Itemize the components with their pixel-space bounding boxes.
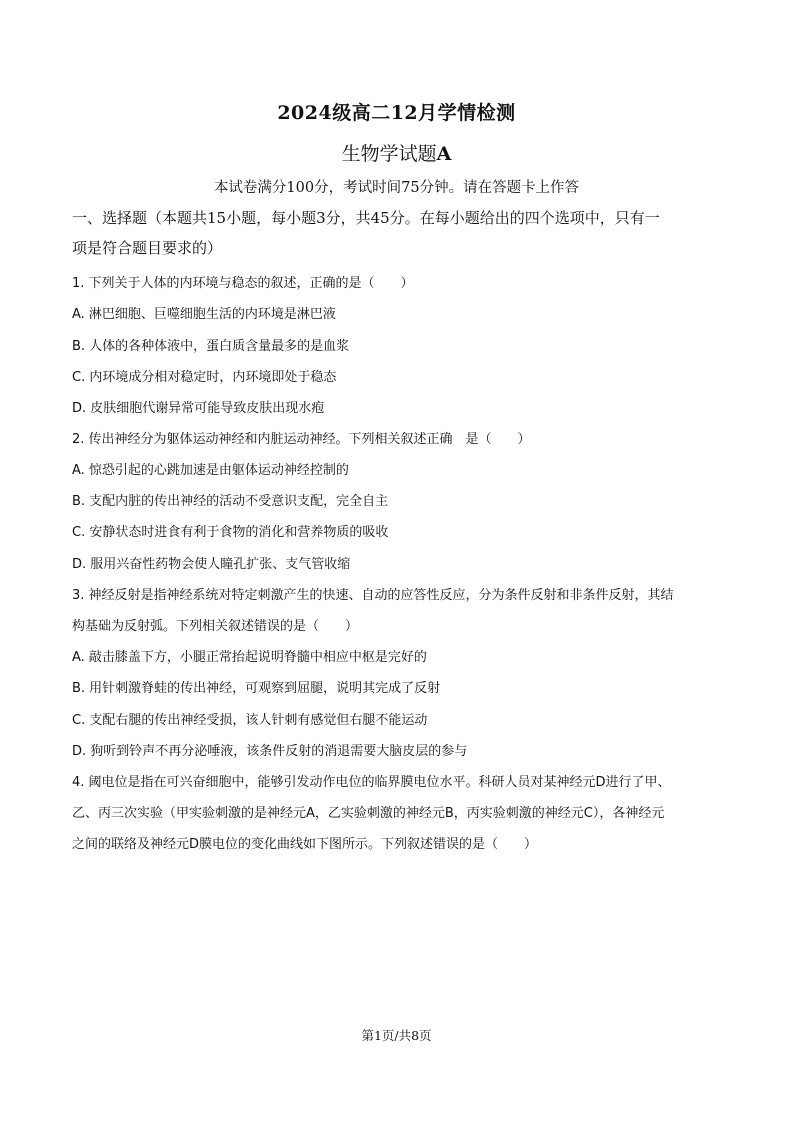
question-2-option-b: B. 支配内脏的传出神经的活动不受意识支配，完全自主 [72,494,389,509]
subject-title-version: A [436,143,452,165]
page-number: 第1页/共8页 [361,1028,432,1043]
question-3-stem-line-2: 构基础为反射弧。下列相关叙述错误的是（ ） [72,619,359,634]
subject-title-text: 生物学试题 [341,143,437,165]
question-2-stem: 2. 传出神经分为躯体运动神经和内脏运动神经。下列相关叙述正确 是（ ） [72,432,531,447]
section-heading-line-2: 项是符合题目要求的） [72,239,223,257]
question-1-option-c: C. 内环境成分相对稳定时，内环境即处于稳态 [72,370,337,385]
question-3-option-d: D. 狗听到铃声不再分泌唾液，该条件反射的消退需要大脑皮层的参与 [72,744,468,759]
question-3-option-c: C. 支配右腿的传出神经受损，该人针刺有感觉但右腿不能运动 [72,713,428,728]
exam-instructions: 本试卷满分100分，考试时间75分钟。请在答题卡上作答 [213,180,580,196]
section-heading [72,203,728,263]
question-4-stem-line-1: 4. 阈电位是指在可兴奋细胞中，能够引发动作电位的临界膜电位水平。科研人员对某神经元D进行了甲、 [72,775,671,790]
question-1-stem: 1. 下列关于人体的内环境与稳态的叙述，正确的是（ ） [72,276,414,291]
subject-title [0,139,793,166]
section-heading-line-1: 一、选择题（本题共15小题，每小题3分，共45分。在每小题给出的四个选项中，只有一 [72,209,660,227]
question-4-stem-line-2: 乙、丙三次实验（甲实验刺激的是神经元A，乙实验刺激的神经元B，丙实验刺激的神经元C），各神经元 [72,806,665,821]
question-3-option-a: A. 敲击膝盖下方，小腿正常抬起说明脊髓中相应中枢是完好的 [72,650,427,665]
question-1-option-a: A. 淋巴细胞、巨噬细胞生活的内环境是淋巴液 [72,307,336,322]
question-1-option-b: B. 人体的各种体液中，蛋白质含量最多的是血浆 [72,339,350,354]
question-2-option-c: C. 安静状态时进食有利于食物的消化和营养物质的吸收 [72,525,389,540]
question-1-option-d: D. 皮肤细胞代谢异常可能导致皮肤出现水疱 [72,401,325,416]
question-4-stem-line-3: 之间的联络及神经元D膜电位的变化曲线如下图所示。下列叙述错误的是（ ） [72,837,538,852]
question-3-option-b: B. 用针刺激脊蛙的传出神经，可观察到屈腿，说明其完成了反射 [72,681,441,696]
question-2-option-a: A. 惊恐引起的心跳加速是由躯体运动神经控制的 [72,463,349,478]
question-2-option-d: D. 服用兴奋性药物会使人瞳孔扩张、支气管收缩 [72,557,351,572]
exam-title: 2024级高二12月学情检测 [277,102,516,124]
question-3-stem-line-1: 3. 神经反射是指神经系统对特定刺激产生的快速、自动的应答性反应，分为条件反射和非条件反射，其结 [72,588,674,603]
